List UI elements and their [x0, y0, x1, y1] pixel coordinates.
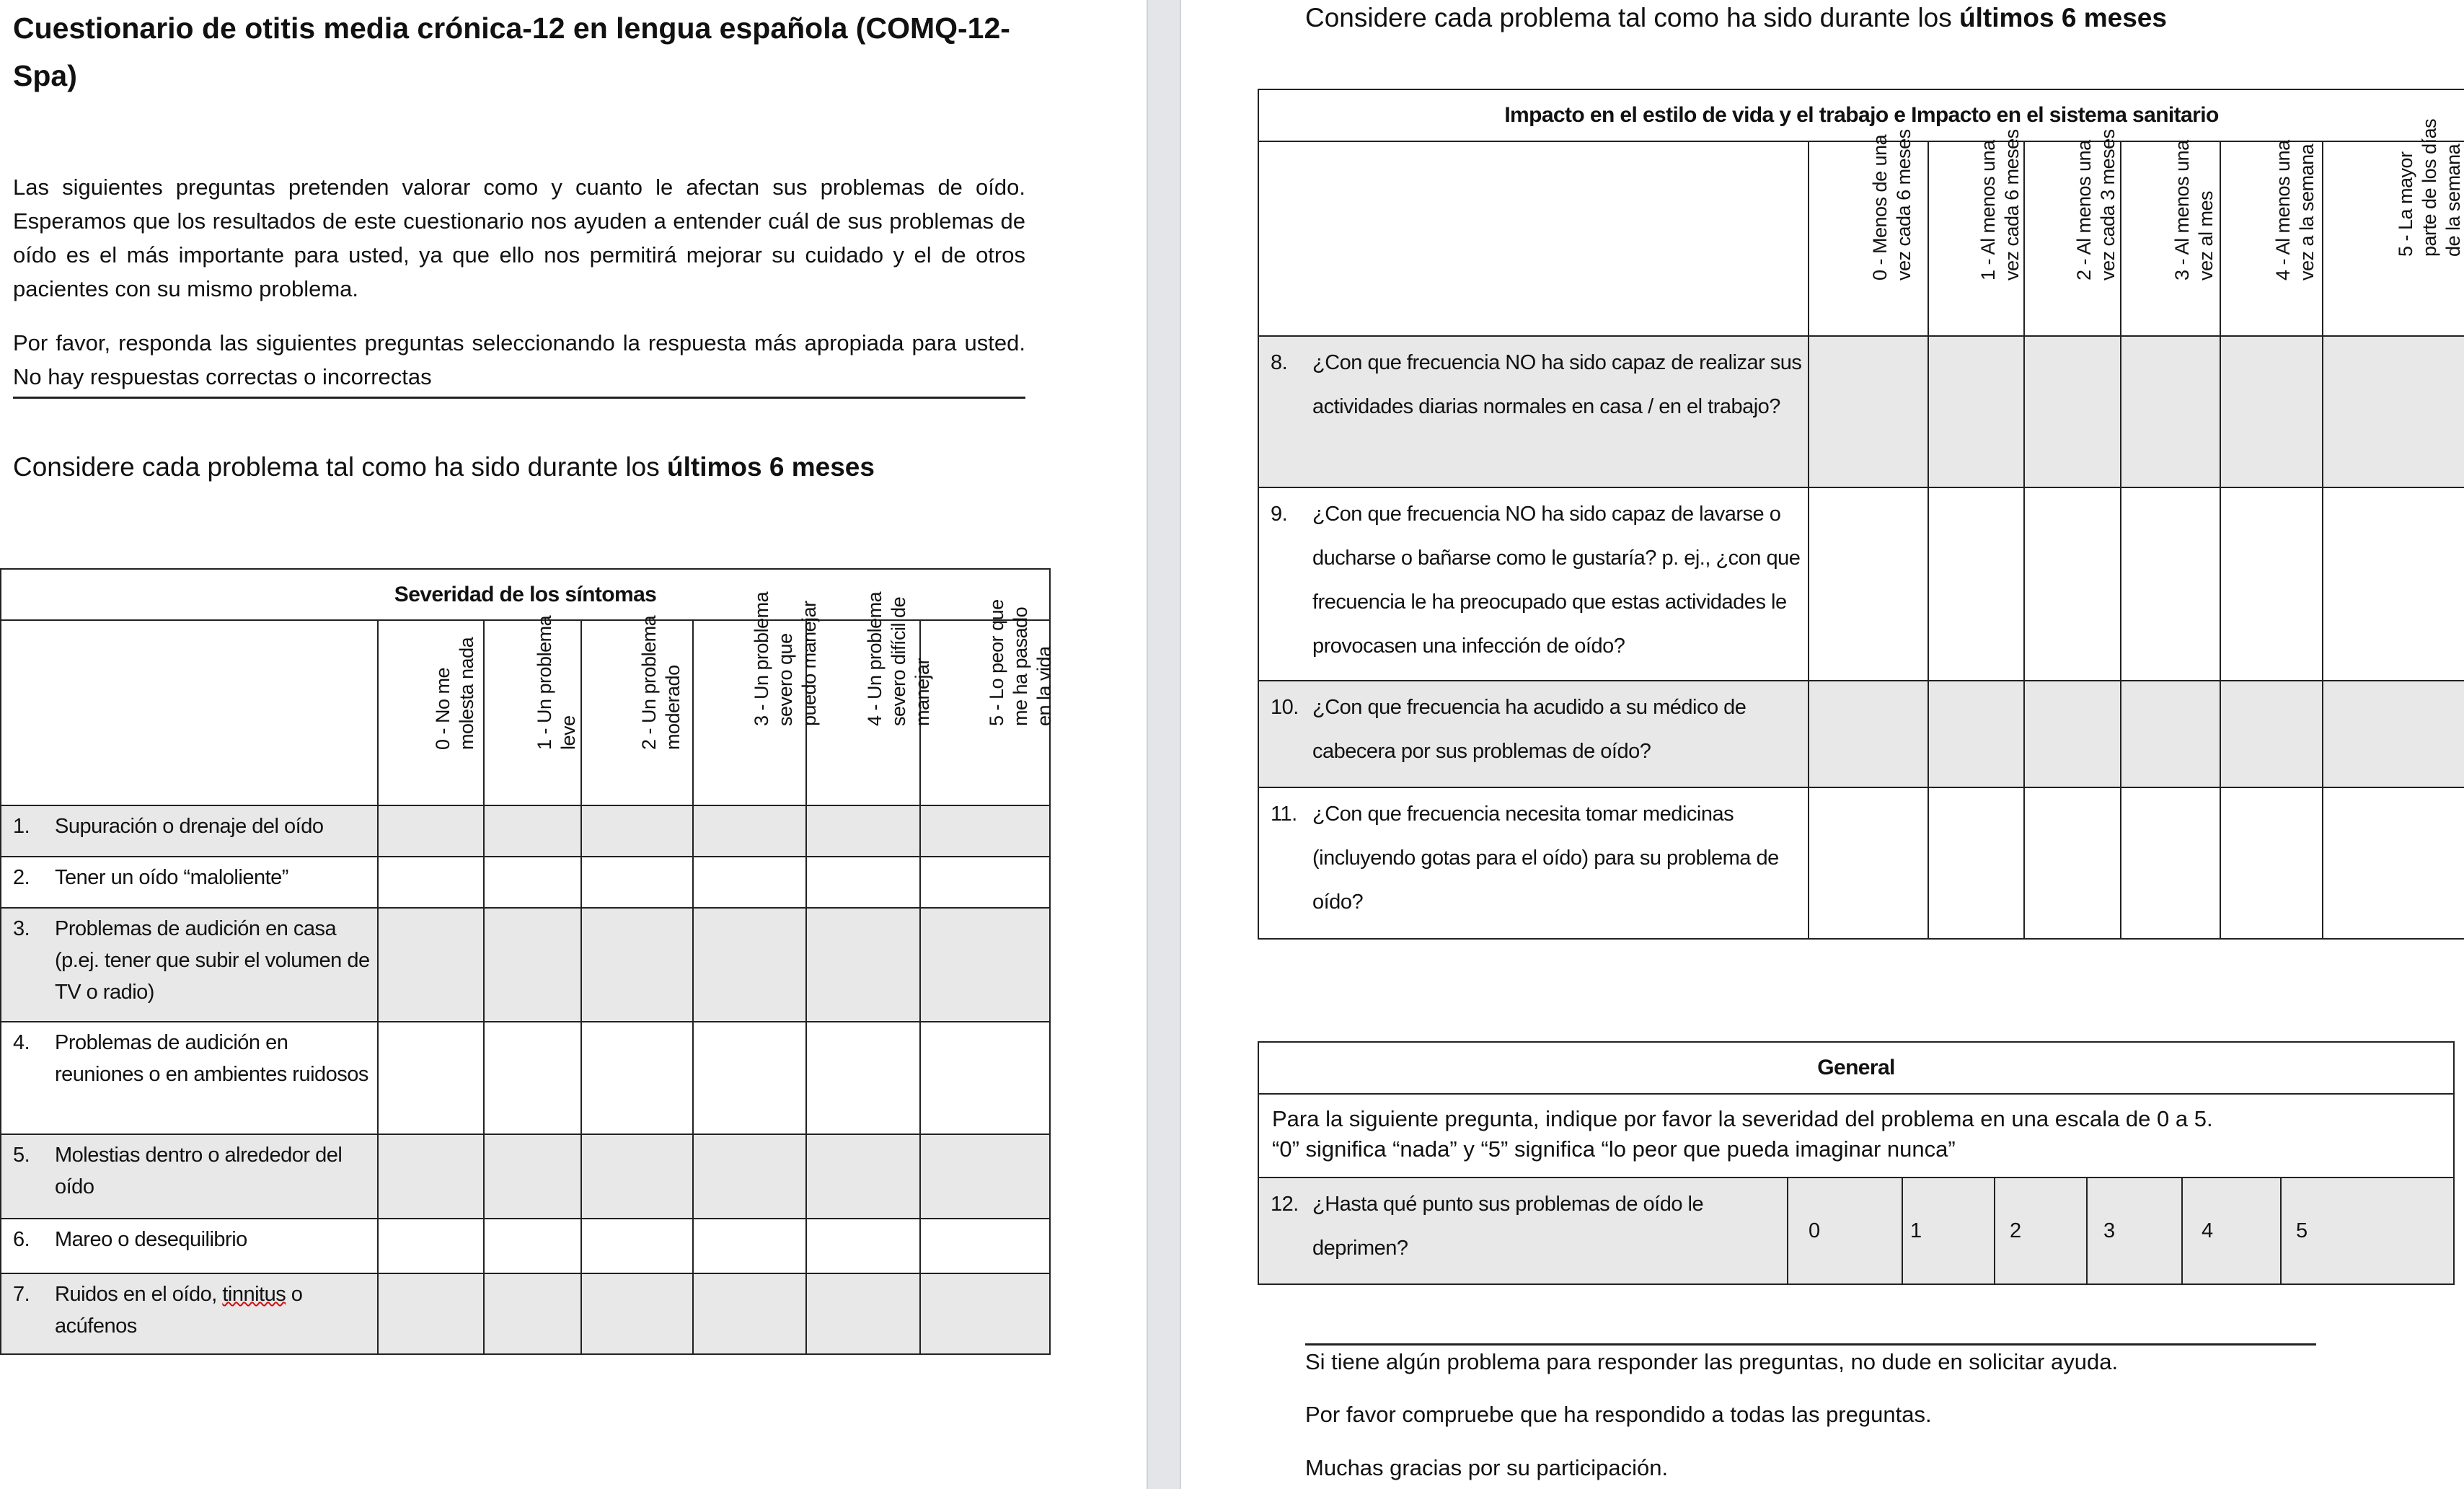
answer-cell[interactable]	[693, 1219, 806, 1273]
answer-cell[interactable]	[2121, 787, 2220, 939]
column-header-label: 4 - Al menos una vez a la semana	[2272, 140, 2318, 280]
scale-option-3[interactable]: 3	[2087, 1177, 2182, 1284]
answer-cell[interactable]	[920, 908, 1050, 1022]
answer-cell[interactable]	[581, 805, 693, 857]
question-text: Problemas de audición en reuniones o en ambientes ruidosos	[55, 1031, 368, 1086]
answer-cell[interactable]	[806, 1273, 920, 1354]
answer-cell[interactable]	[2220, 787, 2323, 939]
answer-cell[interactable]	[581, 1219, 693, 1273]
answer-cell[interactable]	[920, 805, 1050, 857]
answer-cell[interactable]	[378, 1022, 484, 1134]
question-number: 6.	[13, 1228, 30, 1251]
scale-definition: “0” significa “nada” y “5” significa “lo peor que pueda imaginar nunca”	[1272, 1136, 1956, 1162]
question-text: Mareo o desequilibrio	[55, 1228, 247, 1251]
answer-cell[interactable]	[920, 1134, 1050, 1219]
column-header	[378, 620, 484, 805]
question-cell	[1258, 681, 1809, 787]
column-header-label: 3 - Un problema severo que puedo manejar	[750, 591, 820, 726]
scale-option-2[interactable]: 2	[1995, 1177, 2087, 1284]
answer-cell[interactable]	[378, 1219, 484, 1273]
column-header	[806, 591, 933, 805]
question-number: 11.	[1271, 803, 1297, 826]
answer-cell[interactable]	[484, 857, 581, 908]
column-header	[581, 615, 693, 805]
general-heading: General	[1258, 1042, 2454, 1094]
answer-cell[interactable]	[1809, 336, 1928, 487]
time-frame-emphasis: últimos 6 meses	[1959, 3, 2167, 32]
question-text: ¿Con que frecuencia ha acudido a su médico de cabecera por sus problemas de oído?	[1312, 696, 1747, 763]
answer-cell[interactable]	[378, 908, 484, 1022]
answer-cell[interactable]	[1809, 681, 1928, 787]
question-number: 5.	[13, 1144, 30, 1167]
answer-cell[interactable]	[581, 908, 693, 1022]
column-header	[484, 615, 581, 805]
time-frame-instruction	[13, 452, 875, 482]
answer-cell[interactable]	[581, 1273, 693, 1354]
question-text: Problemas de audición en casa (p.ej. tener que subir el volumen de TV o radio)	[55, 917, 370, 1004]
left-page	[0, 0, 1147, 1489]
column-header-label: 0 - No me molesta nada	[431, 637, 477, 750]
time-frame-emphasis: últimos 6 meses	[667, 452, 875, 482]
intro-paragraph: Las siguientes preguntas pretenden valorar como y cuanto le afectan sus problemas de oído. Esperamos que los resultados de este cuestionario nos ayuden a entender cuál de sus problemas de oído es el más importante para usted, ya que ello nos permitirá mejorar su cuidado y el de otros pacientes con su mismo problema.	[13, 174, 1025, 301]
answer-cell[interactable]	[581, 1134, 693, 1219]
column-header-label: 3 - Al menos una vez al mes	[2171, 140, 2217, 280]
lifestyle-table	[1258, 89, 2464, 940]
table-row	[1258, 787, 2464, 939]
question-cell	[1, 1134, 378, 1219]
table-row	[1, 805, 1050, 857]
question-number: 10.	[1271, 696, 1299, 719]
answer-cell[interactable]	[2220, 336, 2323, 487]
scale-option-1[interactable]: 1	[1902, 1177, 1995, 1284]
table-row	[1, 857, 1050, 908]
document-title: Cuestionario de otitis media crónica-12 en lengua española (COMQ-12-Spa)	[13, 12, 1010, 92]
column-header-label: 5 - Lo peor que me ha pasado en la vida	[986, 599, 1056, 726]
instructions-paragraph: Por favor, responda las siguientes preguntas seleccionando la respuesta más apropiada para usted. No hay respuestas correctas o incorrectas	[13, 326, 1025, 399]
answer-cell[interactable]	[2220, 681, 2323, 787]
answer-cell[interactable]	[806, 805, 920, 857]
answer-cell[interactable]	[2220, 487, 2323, 681]
spellcheck-flagged-word: tinnitus	[222, 1283, 286, 1306]
question-text: ¿Hasta qué punto sus problemas de oído le deprimen?	[1312, 1193, 1704, 1260]
answer-cell[interactable]	[2024, 681, 2121, 787]
column-header-label: 1 - Al menos una vez cada 6 meses	[1977, 129, 2023, 280]
question-cell	[1, 1219, 378, 1273]
question-text: Tener un oído “maloliente”	[55, 866, 288, 889]
question-text-part: o acúfenos	[55, 1283, 303, 1338]
question-text: Supuración o drenaje del oído	[55, 815, 324, 838]
answer-cell[interactable]	[693, 805, 806, 857]
column-header-label: 1 - Un problema leve	[533, 615, 579, 750]
answer-cell[interactable]	[484, 805, 581, 857]
answer-cell[interactable]	[2121, 487, 2220, 681]
answer-cell[interactable]	[484, 1219, 581, 1273]
answer-cell[interactable]	[2323, 487, 2464, 681]
question-cell	[1258, 487, 1809, 681]
table-row	[1258, 487, 2464, 681]
question-number: 7.	[13, 1283, 30, 1306]
answer-cell[interactable]	[806, 1022, 920, 1134]
question-cell	[1, 857, 378, 908]
question-text: ¿Con que frecuencia necesita tomar medicinas (incluyendo gotas para el oído) para su problema de oído?	[1312, 803, 1779, 914]
table-row	[1, 1134, 1050, 1219]
answer-cell[interactable]	[581, 1022, 693, 1134]
answer-cell[interactable]	[693, 1022, 806, 1134]
answer-cell[interactable]	[2323, 336, 2464, 487]
answer-cell[interactable]	[378, 1134, 484, 1219]
answer-cell[interactable]	[1809, 487, 1928, 681]
question-number: 4.	[13, 1031, 30, 1054]
severity-heading: Severidad de los síntomas	[1, 569, 1050, 620]
answer-cell[interactable]	[2024, 487, 2121, 681]
column-header	[2323, 118, 2464, 336]
scale-instruction: Para la siguiente pregunta, indique por favor la severidad del problema en una escala de 0 a 5.	[1272, 1106, 2213, 1131]
answer-cell[interactable]	[2024, 336, 2121, 487]
general-table	[1258, 1041, 2455, 1285]
question-number: 9.	[1271, 503, 1288, 526]
column-header-label: 0 - Menos de una vez cada 6 meses	[1869, 129, 1915, 280]
answer-cell[interactable]	[484, 1273, 581, 1354]
time-frame-text: Considere cada problema tal como ha sido durante los	[13, 452, 668, 482]
column-header	[1809, 129, 1928, 336]
answer-cell[interactable]	[806, 1134, 920, 1219]
answer-cell[interactable]	[1928, 787, 2024, 939]
answer-cell[interactable]	[693, 908, 806, 1022]
footer-thanks-note: Muchas gracias por su participación.	[1305, 1455, 1669, 1480]
column-header	[2024, 129, 2121, 336]
answer-cell[interactable]	[920, 1219, 1050, 1273]
answer-cell[interactable]	[693, 1273, 806, 1354]
question-cell	[1, 1273, 378, 1354]
question-cell	[1258, 336, 1809, 487]
question-number: 12.	[1271, 1193, 1299, 1216]
answer-cell[interactable]	[920, 1273, 1050, 1354]
table-row	[1, 1219, 1050, 1273]
column-header	[2220, 141, 2323, 336]
question-text-part: Ruidos en el oído,	[55, 1283, 223, 1306]
question-cell	[1, 908, 378, 1022]
table-row	[1258, 336, 2464, 487]
column-header-label: 4 - Un problema severo difícil de manejar	[864, 591, 933, 726]
table-row	[1258, 1177, 2454, 1284]
answer-cell[interactable]	[1928, 336, 2024, 487]
answer-cell[interactable]	[693, 857, 806, 908]
general-description	[1258, 1094, 2454, 1177]
scale-option-0[interactable]: 0	[1788, 1177, 1902, 1284]
answer-cell[interactable]	[378, 857, 484, 908]
scale-option-5[interactable]: 5	[2281, 1177, 2454, 1284]
time-frame-text: Considere cada problema tal como ha sido durante los	[1305, 3, 1960, 32]
column-header	[1928, 129, 2024, 336]
question-cell	[1, 1022, 378, 1134]
column-header	[920, 599, 1056, 805]
table-row	[1, 1022, 1050, 1134]
question-text	[55, 1278, 371, 1342]
answer-cell[interactable]	[484, 1022, 581, 1134]
column-header-label: 2 - Al menos una vez cada 3 meses	[2073, 129, 2119, 280]
severity-table	[0, 568, 1056, 1355]
answer-cell[interactable]	[806, 857, 920, 908]
answer-cell[interactable]	[806, 908, 920, 1022]
footer-help-note: Si tiene algún problema para responder las preguntas, no dude en solicitar ayuda.	[1305, 1349, 2119, 1374]
answer-cell[interactable]	[484, 1134, 581, 1219]
table-row	[1, 908, 1050, 1022]
column-header-label: 5 - La mayor parte de los días de la semana	[2394, 118, 2464, 257]
answer-cell[interactable]	[1809, 787, 1928, 939]
header-blank-cell	[1, 620, 378, 805]
page-gutter	[1147, 0, 1181, 1489]
answer-cell[interactable]	[920, 857, 1050, 908]
table-row	[1, 1273, 1050, 1354]
question-cell	[1, 805, 378, 857]
question-text: ¿Con que frecuencia NO ha sido capaz de lavarse o ducharse o bañarse como le gustaría? p. ej., ¿con que frecuencia le ha preocupado que estas actividades le provocasen una infección de oído?	[1312, 503, 1801, 658]
answer-cell[interactable]	[1928, 487, 2024, 681]
column-header	[693, 591, 820, 805]
column-header-label: 2 - Un problema moderado	[637, 615, 684, 750]
answer-cell[interactable]	[2323, 681, 2464, 787]
answer-cell[interactable]	[2024, 787, 2121, 939]
answer-cell[interactable]	[581, 857, 693, 908]
answer-cell[interactable]	[484, 908, 581, 1022]
answer-cell[interactable]	[806, 1219, 920, 1273]
answer-cell[interactable]	[1928, 681, 2024, 787]
answer-cell[interactable]	[378, 805, 484, 857]
column-header	[2121, 141, 2220, 336]
question-cell	[1258, 1177, 1788, 1284]
answer-cell[interactable]	[2121, 681, 2220, 787]
footer-divider	[1305, 1343, 2316, 1346]
answer-cell[interactable]	[2323, 787, 2464, 939]
table-row	[1258, 681, 2464, 787]
answer-cell[interactable]	[378, 1273, 484, 1354]
answer-cell[interactable]	[2121, 336, 2220, 487]
scale-option-4[interactable]: 4	[2182, 1177, 2281, 1284]
answer-cell[interactable]	[920, 1022, 1050, 1134]
question-text: ¿Con que frecuencia NO ha sido capaz de realizar sus actividades diarias normales en casa / en el trabajo?	[1312, 351, 1802, 418]
question-number: 3.	[13, 917, 30, 940]
question-cell	[1258, 787, 1809, 939]
question-number: 1.	[13, 815, 30, 838]
right-page	[1181, 0, 2464, 1489]
question-number: 2.	[13, 866, 30, 889]
header-blank-cell	[1258, 141, 1809, 336]
question-number: 8.	[1271, 351, 1288, 374]
answer-cell[interactable]	[693, 1134, 806, 1219]
footer-check-note: Por favor compruebe que ha respondido a todas las preguntas.	[1305, 1402, 1932, 1427]
question-text: Molestias dentro o alrededor del oído	[55, 1144, 343, 1198]
lifestyle-heading: Impacto en el estilo de vida y el trabajo e Impacto en el sistema sanitario	[1258, 89, 2464, 141]
time-frame-instruction	[1305, 3, 2167, 33]
